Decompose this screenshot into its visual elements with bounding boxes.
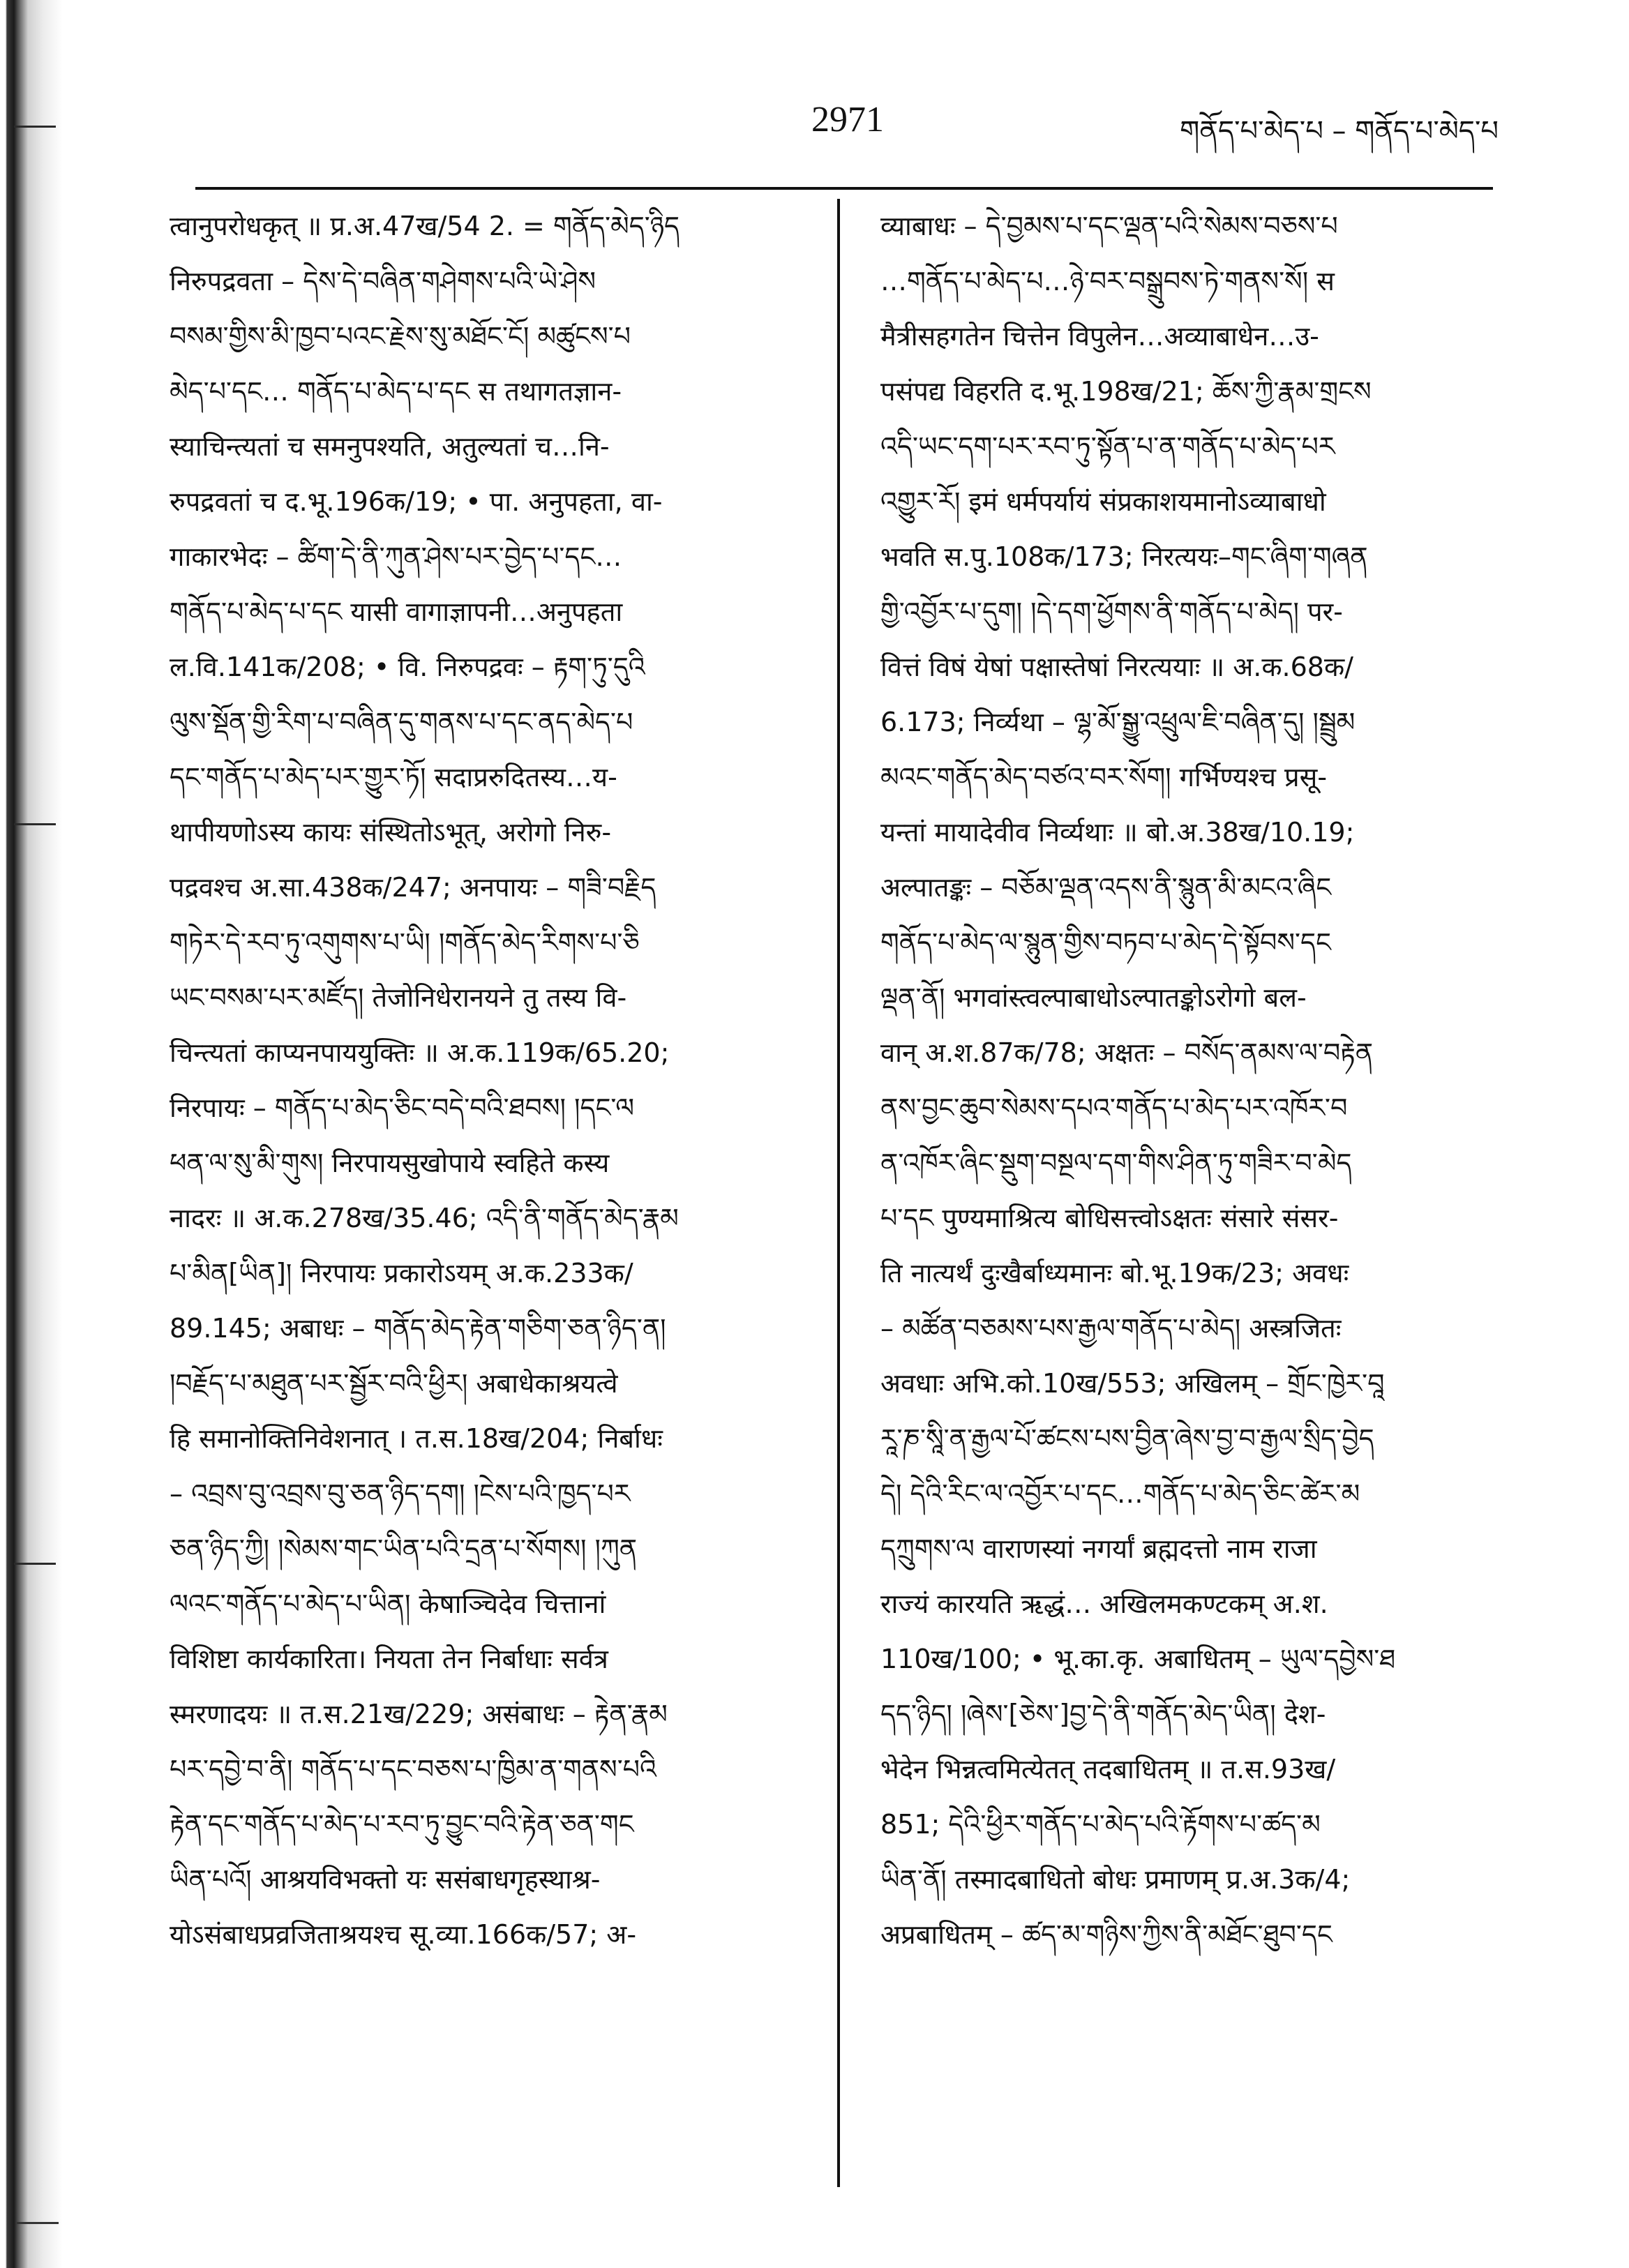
text-line: 110ख/100; • भू.का.कृ. अबाधितम् – ཡུལ་དབྱེས་ཐ xyxy=(880,1644,1396,1674)
text-line: ལུས་སྡོན་གྱི་རིག་པ་བཞིན་དུ་གནས་པ་དང་ནད་མེད་པ xyxy=(170,707,633,737)
text-line: नादरः ॥ अ.क.278ख/35.46; འདི་ནི་གནོད་མེད་རྣམ xyxy=(170,1203,679,1233)
text-line: भवति स.पु.108क/173; निरत्ययः–གང་ཞིག་གཞན xyxy=(880,541,1368,572)
text-line: चिन्त्यतां काप्यनपाययुक्तिः ॥ अ.क.119क/65.20; xyxy=(170,1037,670,1068)
text-line: – མཚོན་བཅམས་པས་རྒྱལ་གནོད་པ་མེད། अस्त्रजितः xyxy=(880,1313,1342,1344)
text-line: ནས་བྱང་ཆུབ་སེམས་དཔའ་གནོད་པ་མེད་པར་འཁོར་བ xyxy=(880,1092,1348,1123)
running-head: གནོད་པ་མེད་པ – གནོད་པ་མེད་པ xyxy=(1180,115,1499,147)
text-line: अवधाः अभि.को.10ख/553; अखिलम् – གྲོང་ཁྱེར་བཱ xyxy=(880,1368,1385,1399)
text-line: थापीयणोऽस्य कायः संस्थितोऽभूत्, अरोगो निरु- xyxy=(170,817,612,848)
text-line: མེད་པ་དང… གནོད་པ་མེད་པ་དང स तथागतज्ञान- xyxy=(170,376,622,407)
text-line: राज्यं कारयति ऋद्धं… अखिलमकण्टकम् अ.श. xyxy=(880,1589,1328,1619)
text-line: भेदेन भिन्नत्वमित्येतत् तदबाधितम् ॥ त.स.93ख/ xyxy=(880,1754,1336,1785)
text-line: 89.145; अबाधः – གནོད་མེད་རྟེན་གཅིག་ཅན་ཉིད་ན། xyxy=(170,1313,666,1344)
text-line: པར་དབྱེ་བ་ནི། གནོད་པ་དང་བཅས་པ་ཁྱིམ་ན་གནས་པའི xyxy=(170,1754,656,1785)
text-line: अप्रबाधितम् – ཚད་མ་གཉིས་ཀྱིས་ནི་མཐོང་ཐུབ་དང xyxy=(880,1919,1333,1950)
text-line: वान् अ.श.87क/78; अक्षतः – བསོད་ནམས་ལ་བརྟེན xyxy=(880,1037,1374,1068)
binding-bottom-mark xyxy=(17,2222,59,2224)
text-line: ལྡན་ནོ། भगवांस्त्वल्पाबाधोऽल्पातङ्कोऽरोगो बल- xyxy=(880,982,1307,1013)
text-line: པ་དང पुण्यमाश्रित्य बोधिसत्त्वोऽक्षतः संसारे संसर- xyxy=(880,1203,1339,1233)
right-column xyxy=(880,199,1529,1962)
text-line: ति नात्यर्थं दुःखैर्बाध्यमानः बो.भू.19क/23; अवधः xyxy=(880,1258,1349,1289)
text-line: व्याबाधः – དེ་བྱམས་པ་དང་ལྡན་པའི་སེམས་བཅས་པ xyxy=(880,211,1338,241)
text-line: …གནོད་པ་མེད་པ…ཉེ་བར་བསྒྲུབས་ཏེ་གནས་སོ། स xyxy=(880,266,1335,296)
text-line: ཕན་ལ་སུ་མི་གུས། निरपायसुखोपाये स्वहिते कस्य xyxy=(170,1148,610,1178)
text-line: त्वानुपरोधकृत् ॥ प्र.अ.47ख/54 2. = གནོད་མེད་ཉིད xyxy=(170,211,680,241)
text-line: དེ། དེའི་རིང་ལ་འབྱོར་པ་དང…གནོད་པ་མེད་ཅིང་ཚེར་མ xyxy=(880,1478,1360,1509)
text-line: དད་ཉིད། །ཞེས་[ཅེས་]བྱ་དེ་ནི་གནོད་མེད་ཡིན། देश- xyxy=(880,1699,1326,1729)
text-line: 851; དེའི་ཕྱིར་གནོད་པ་མེད་པའི་རྟོགས་པ་ཚད་མ xyxy=(880,1809,1321,1840)
text-line: བསམ་གྱིས་མི་ཁྱབ་པའང་རྗེས་སུ་མཐོང་ངོ། མཚུངས་པ xyxy=(170,321,631,352)
binding-tick xyxy=(14,823,56,825)
text-line: འདི་ཡང་དག་པར་རབ་ཏུ་སྟོན་པ་ན་གནོད་པ་མེད་པར xyxy=(880,431,1335,462)
text-line: विशिष्टा कार्यकारिता। नियता तेन निर्बाधाः सर्वत्र xyxy=(170,1644,608,1674)
header-rule xyxy=(195,187,1493,190)
text-line: རྟེན་དང་གནོད་པ་མེད་པ་རབ་ཏུ་བྱུང་བའི་རྟེན་ཅན་གང xyxy=(170,1809,634,1840)
text-line: གྱི་འབྱོར་པ་དུག། །དེ་དག་ཕྱོགས་ནི་གནོད་པ་མེད། पर- xyxy=(880,596,1343,627)
text-line: གཏེར་དེ་རབ་ཏུ་འགུགས་པ་ཡི། །གནོད་མེད་རིགས་པ་ཅི xyxy=(170,927,640,958)
page-number: 2971 xyxy=(811,100,884,140)
text-line: निरपायः – གནོད་པ་མེད་ཅིང་བདེ་བའི་ཐབས། །དང་ལ xyxy=(170,1092,635,1123)
text-line: योऽसंबाधप्रव्रजिताश्रयश्च सू.व्या.166क/57; अ- xyxy=(170,1919,637,1950)
text-line: ཡང་བསམ་པར་མཛོད། तेजोनिधेरानयने तु तस्य वि- xyxy=(170,982,627,1013)
text-line: गाकारभेदः – ཚིག་དེ་ནི་ཀུན་ཤེས་པར་བྱེད་པ་དང… xyxy=(170,541,622,572)
text-line: ल.वि.141क/208; • वि. निरुपद्रवः – རྟག་ཏུ་དུའི xyxy=(170,652,645,682)
column-divider xyxy=(837,199,840,2187)
text-line: ཅན་ཉིད་ཀྱི། །སེམས་གང་ཡིན་པའི་དྲན་པ་སོགས། །ཀུན xyxy=(170,1533,638,1564)
text-line: 6.173; निर्व्यथा – ལྷ་མོ་སྒྱུ་འཕྲུལ་ཇི་བཞིན་དུ། །སྦྲུམ xyxy=(880,707,1356,737)
text-line: །བརྗོད་པ་མཐུན་པར་སྦྱོར་བའི་ཕྱིར། अबाधेकाश्रयत्वे xyxy=(170,1368,618,1399)
text-line: རཱ་ཎ་སཱི་ན་རྒྱལ་པོ་ཚངས་པས་བྱིན་ཞེས་བྱ་བ་རྒྱལ་སྲིད་བྱེད xyxy=(880,1423,1374,1454)
left-column xyxy=(170,199,818,1962)
text-line: མའང་གནོད་མེད་བཙའ་བར་སོག། गर्भिण्यश्च प्रसू- xyxy=(880,762,1328,793)
binding-tick xyxy=(14,1563,56,1565)
book-binding-edge xyxy=(0,0,67,2268)
text-line: དང་གནོད་པ་མེད་པར་གྱུར་ཏོ། सदाप्ररुदितस्य…य- xyxy=(170,762,617,793)
text-line: ཡིན་པའོ། आश्रयविभक्तो यः ससंबाधगृहस्थाश्र- xyxy=(170,1864,601,1895)
text-line: वित्तं विषं येषां पक्षास्तेषां निरत्ययाः ॥ अ.क.68क/ xyxy=(880,652,1353,682)
text-line: अल्पातङ्कः – བཅོམ་ལྡན་འདས་ནི་སྙུན་མི་མངའ་ཞིང xyxy=(880,872,1332,903)
text-line: – འབྲས་བུ་འབྲས་བུ་ཅན་ཉིད་དག། །ངེས་པའི་ཁྱད་པར xyxy=(170,1478,631,1509)
binding-tick xyxy=(14,126,56,128)
text-line: रुपद्रवतां च द.भू.196क/19; • पा. अनुपहता, वा- xyxy=(170,486,663,517)
text-line: यन्तां मायादेवीव निर्व्यथाः ॥ बो.अ.38ख/10.19; xyxy=(880,817,1355,848)
text-line: དཀྲུགས་ལ वाराणस्यां नगर्यां ब्रह्मदत्तो नाम राजा xyxy=(880,1533,1317,1564)
text-line: स्याचिन्त्यतां च समनुपश्यति, अतुल्यतां च…नि- xyxy=(170,431,610,462)
text-line: ཡིན་ནོ། तस्मादबाधितो बोधः प्रमाणम् प्र.अ.3क/4; xyxy=(880,1864,1351,1895)
text-line: स्मरणादयः ॥ त.स.21ख/229; असंबाधः – རྟེན་རྣམ xyxy=(170,1699,668,1729)
text-line: मैत्रीसहगतेन चित्तेन विपुलेन…अव्याबाधेन…उ- xyxy=(880,321,1319,352)
text-line: हि समानोक्तिनिवेशनात् । त.स.18ख/204; निर्बाधः xyxy=(170,1423,663,1454)
text-line: ལའང་གནོད་པ་མེད་པ་ཡིན། केषाञ्चिदेव चित्तानां xyxy=(170,1589,606,1619)
text-line: पसंपद्य विहरति द.भू.198ख/21; ཆོས་ཀྱི་རྣམ་གྲངས xyxy=(880,376,1372,407)
text-line: པ་མིན[ཡིན]། निरपायः प्रकारोऽयम् अ.क.233क/ xyxy=(170,1258,633,1289)
text-line: གནོད་པ་མེད་པ་དང यासी वागाज्ञापनी…अनुपहता xyxy=(170,596,623,627)
text-line: पद्रवश्च अ.सा.438क/247; अनपायः – གཟི་བརྗིད xyxy=(170,872,656,903)
text-line: འགྱུར་རོ། इमं धर्मपर्यायं संप्रकाशयमानोऽव्याबाधो xyxy=(880,486,1326,517)
text-line: निरुपद्रवता – དེས་དེ་བཞིན་གཤེགས་པའི་ཡེ་ཤེས xyxy=(170,266,596,296)
text-line: གནོད་པ་མེད་ལ་སྙུན་གྱིས་བཏབ་པ་མེད་དེ་སྟོབས་དང xyxy=(880,927,1331,958)
text-line: ན་འཁོར་ཞིང་སྡུག་བསྔལ་དག་གིས་ཤིན་ཏུ་གཟིར་བ་མེད xyxy=(880,1148,1352,1178)
